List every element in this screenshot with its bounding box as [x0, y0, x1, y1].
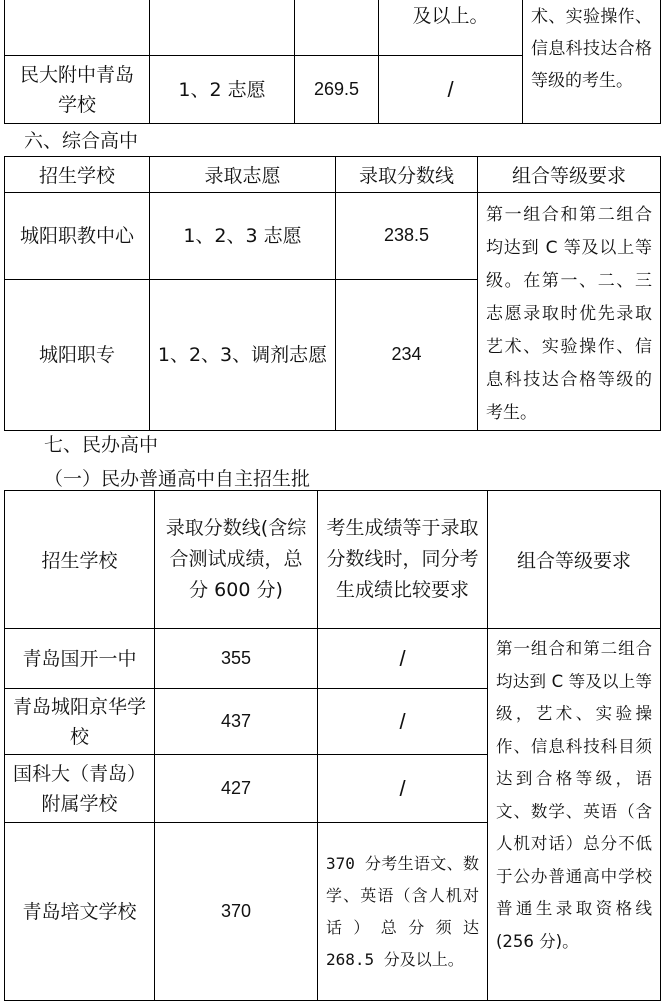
section7-subheading: （一）民办普通高中自主招生批: [44, 468, 311, 490]
choice-cell: [150, 279, 336, 430]
school-name: 民大附中青岛学校: [19, 63, 134, 116]
score-value: 234: [391, 344, 422, 365]
score-cell: [295, 56, 379, 124]
choice-cell: [150, 193, 336, 280]
compare-value: /: [399, 645, 406, 671]
school-name: 青岛国开一中: [22, 647, 137, 670]
score-value: 238.5: [383, 225, 430, 246]
header-school: 招生学校: [5, 491, 155, 629]
score-cell: [336, 279, 478, 430]
school-name: 青岛城阳京华学校: [12, 695, 146, 748]
requirement-text: 第一组合和第二组合均达到 C 等及以上等级。在第一、二、三志愿录取时优先录取艺术、实验操作、信息科技达合格等级的考生。: [486, 205, 652, 423]
compare-cell: [318, 629, 488, 689]
header-compare: [318, 491, 488, 629]
compare-value: /: [399, 775, 406, 801]
section6-table: [4, 156, 661, 431]
prev-requirement-text: 术、实验操作、信息科技达合格等级的考生。: [531, 7, 652, 91]
section6-heading: 六、综合高中: [24, 130, 139, 152]
section7-table: [4, 490, 661, 1001]
school-cell: [5, 689, 155, 755]
score-cell: [336, 193, 478, 280]
school-cell: [5, 629, 155, 689]
school-name: 青岛培文学校: [22, 900, 137, 923]
school-cell: [5, 823, 155, 1001]
header-score-text: 录取分数线(含综合测试成绩，总分 600 分): [165, 517, 307, 601]
school-name: 城阳职专: [38, 343, 115, 366]
score-cell: [155, 755, 318, 823]
choice-text: 1、2 志愿: [178, 78, 266, 101]
score-cell: [155, 823, 318, 1001]
score-value: 427: [220, 778, 252, 798]
prev-admission-table: [4, 0, 661, 124]
choice-text: 1、2、3 志愿: [183, 224, 302, 247]
compare-cell: [379, 56, 523, 124]
school-cell: [5, 279, 150, 430]
header-choice: 录取志愿: [150, 157, 336, 193]
choice-text: 1、2、3、调剂志愿: [157, 343, 328, 366]
school-cell: [5, 755, 155, 823]
prev-threshold-tail: [379, 0, 523, 56]
school-name: 国科大（青岛）附属学校: [12, 762, 146, 815]
compare-value: /: [447, 76, 454, 102]
score-cell: [155, 629, 318, 689]
header-score: 录取分数线: [336, 157, 478, 193]
compare-cell: [318, 755, 488, 823]
score-value: 437: [220, 711, 252, 731]
prev-empty-cell: [5, 0, 150, 56]
compare-cell: [318, 823, 488, 1001]
header-compare-text: 考生成绩等于录取分数线时，同分考生成绩比较要求: [326, 517, 479, 601]
compare-note: 370 分考生语文、数学、英语（含人机对话）总分须达 268.5 分及以上。: [326, 853, 479, 969]
requirement-cell: [478, 193, 661, 431]
requirement-cell: [488, 629, 661, 1001]
school-cell: [5, 193, 150, 280]
score-value: 355: [220, 648, 252, 668]
prev-requirement-tail: [523, 0, 661, 124]
score-value: 269.5: [313, 79, 360, 99]
header-requirement: 组合等级要求: [478, 157, 661, 193]
compare-cell: [318, 689, 488, 755]
prev-empty-cell: [295, 0, 379, 56]
compare-value: /: [399, 708, 406, 734]
prev-empty-cell: [150, 0, 295, 56]
prev-threshold-text: 及以上。: [412, 5, 489, 27]
score-cell: [155, 689, 318, 755]
section7-heading: 七、民办高中: [44, 434, 159, 456]
school-name: 城阳职教中心: [19, 224, 134, 247]
school-cell: [5, 56, 150, 124]
choice-cell: [150, 56, 295, 124]
header-score: [155, 491, 318, 629]
header-school: 招生学校: [5, 157, 150, 193]
header-requirement: 组合等级要求: [488, 491, 661, 629]
requirement-text: 第一组合和第二组合均达到 C 等及以上等级，艺术、实验操作、信息科技科目须达到合格等级，语文、数学、英语（含人机对话）总分不低于公办普通高中学校普通生录取资格线 (256 分)。: [496, 639, 652, 951]
score-value: 370: [220, 901, 252, 921]
